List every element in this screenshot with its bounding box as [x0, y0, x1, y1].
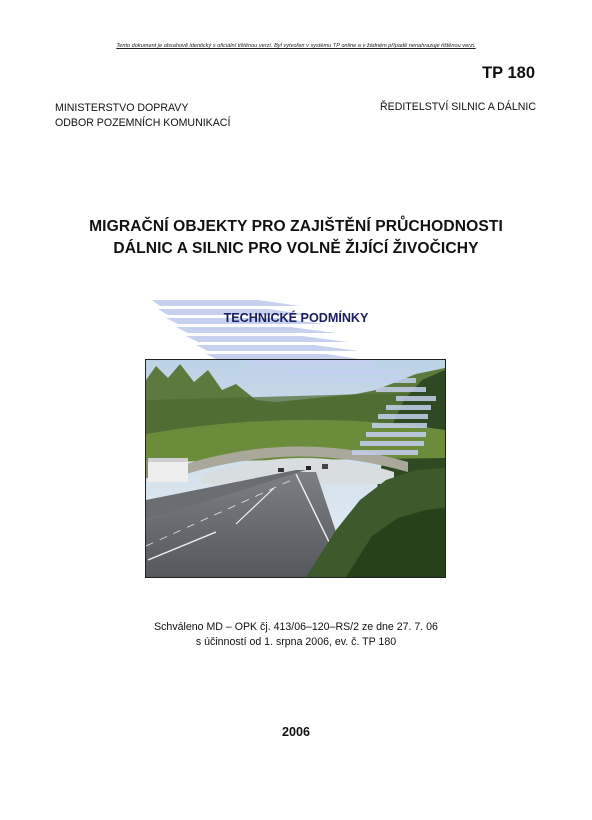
ecoduct-photo-illustration [146, 360, 445, 577]
issuer-ministry-line1: MINISTERSTVO DOPRAVY [55, 102, 189, 114]
disclaimer-note: Tento dokument je obsahově identický s oficiální tištěnou verzí. Byl vytvořen v systému TP online a v žádném případě nenahrazuje tištěnou verzi. [116, 43, 476, 49]
publication-year: 2006 [281, 725, 311, 739]
title-line2: DÁLNIC A SILNIC PRO VOLNĚ ŽIJÍCÍ ŽIVOČICHY [113, 240, 479, 257]
document-title [0, 216, 592, 260]
issuer-directorate: ŘEDITELSTVÍ SILNIC A DÁLNIC [379, 101, 536, 113]
issuer-ministry [55, 101, 230, 131]
document-subtitle: TECHNICKÉ PODMÍNKY [223, 311, 369, 325]
issuer-ministry-line2: ODBOR POZEMNÍCH KOMUNIKACÍ [55, 117, 231, 129]
cover-photo [145, 359, 446, 578]
approval-note [0, 620, 592, 650]
document-code: TP 180 [482, 64, 535, 82]
title-line1: MIGRAČNÍ OBJEKTY PRO ZAJIŠTĚNÍ PRŮCHODNOSTI [89, 218, 503, 235]
approval-line2: s účinností od 1. srpna 2006, ev. č. TP 180 [195, 636, 397, 648]
approval-line1: Schváleno MD – OPK čj. 413/06–120–RS/2 ze dne 27. 7. 06 [154, 621, 438, 633]
